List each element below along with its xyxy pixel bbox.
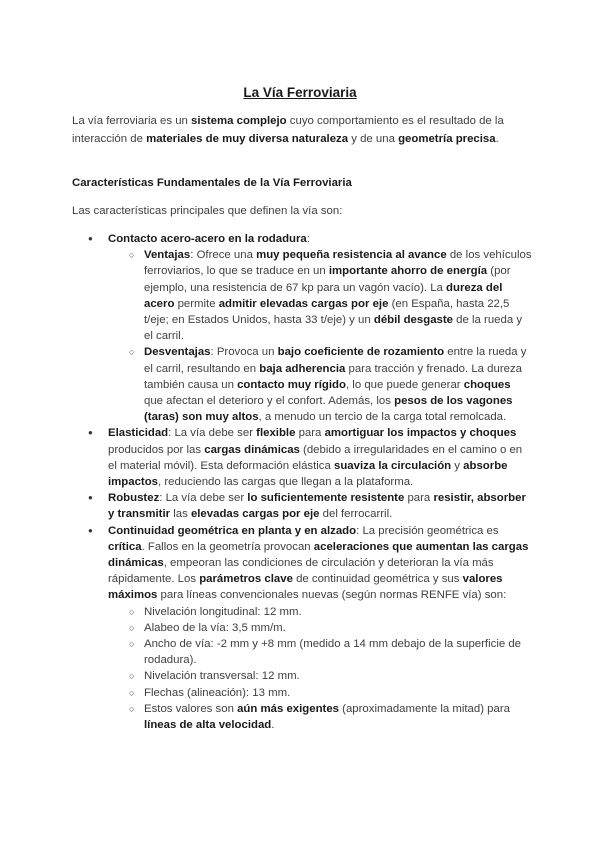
text: para (404, 492, 434, 505)
bold-text: amortiguar los impactos y choques (324, 427, 517, 440)
bold-text: importante ahorro de energía (328, 265, 488, 278)
characteristics-list (72, 231, 532, 733)
bold-text: aceleraciones que aumentan las cargas dinámicas (108, 540, 529, 570)
text: , empeoran las condiciones de circulación y deterioran la vía más rápidamente. Los (108, 557, 494, 586)
text: del ferrocarril. (319, 508, 393, 521)
bold-text: flexible (256, 427, 296, 440)
bold-text: pesos de los vagones (taras) son muy altos (144, 395, 513, 424)
list-item-elasticidad (72, 425, 532, 490)
text: (por ejemplo, una resistencia de 67 kp para un vagón vacío). La (144, 265, 511, 294)
text: y de una (348, 132, 399, 145)
lead-sentence: Las características principales que definen la vía son: (72, 205, 343, 217)
section-heading: Características Fundamentales de la Vía Ferroviaria (72, 177, 352, 189)
bold-text: absorbe impactos (108, 459, 508, 489)
parameter-item: ○ Alabeo de la vía: 3,5 mm/m. (108, 620, 532, 636)
bold-text: crítica (108, 540, 142, 553)
bold-text: elevadas cargas por eje (190, 508, 320, 521)
item-label: Contacto acero-acero en la rodadura (108, 233, 307, 245)
bold-text: geometría precisa (398, 132, 496, 145)
bold-text: parámetros clave (199, 573, 293, 586)
text: : (306, 233, 310, 245)
text: de la rueda y el carril. (144, 314, 523, 343)
parameter-item: ○ Nivelación transversal: 12 mm. (108, 668, 532, 684)
list-item-contacto (72, 231, 532, 425)
text: producidos por las (108, 443, 205, 456)
text: . (495, 132, 499, 145)
sublist-item-desventajas (108, 344, 532, 425)
text: permite (174, 297, 219, 310)
bold-text: admitir elevadas cargas por eje (218, 297, 389, 310)
bold-text: líneas de alta velocidad (144, 719, 272, 732)
intro-paragraph (72, 113, 528, 148)
bold-text: contacto muy rígido (237, 378, 346, 391)
text: cuyo comportamiento es el resultado de la interacción de (72, 115, 504, 145)
text: . Fallos en la geometría provocan (141, 540, 314, 553)
text: , reduciendo las cargas que llegan a la plataforma. (158, 476, 414, 489)
bold-text: bajo coeficiente de rozamiento (277, 346, 445, 359)
text: de los vehículos ferroviarios, lo que se traduce en un (144, 249, 532, 278)
parameter-item: ○ Flechas (alineación): 13 mm. (108, 685, 532, 701)
text: para tracción y frenado. La dureza también causa un (144, 362, 523, 391)
bold-text: suaviza la circulación (334, 459, 452, 472)
text: : Ofrece una (190, 249, 257, 262)
text: para (295, 427, 325, 440)
text: , lo que puede generar (345, 378, 464, 391)
item-label: Continuidad geométrica en planta y en alzado (108, 524, 357, 537)
item-label: Elasticidad (108, 427, 169, 440)
item-label: Robustez (108, 492, 160, 505)
text: de continuidad geométrica y sus (292, 573, 463, 586)
text: que afectan el deterioro y el confort. Además, los (144, 395, 395, 408)
text: (debido a irregularidades en el camino o en el material móvil). Esta deformación elástica (108, 443, 523, 472)
bold-text: muy pequeña resistencia al avance (256, 249, 447, 262)
page-title: La Vía Ferroviaria (243, 85, 357, 100)
list-item-continuidad (72, 523, 532, 734)
text: y (451, 459, 464, 472)
bold-text: choques (463, 378, 511, 391)
text: : La vía debe ser (168, 427, 257, 440)
bold-text: cargas dinámicas (204, 443, 300, 456)
parameter-item: ○ Nivelación longitudinal: 12 mm. (108, 604, 532, 620)
sublist-item-ventajas (108, 247, 532, 344)
text: (aproximadamente la mitad) para (339, 702, 510, 715)
item-label: Ventajas (144, 249, 191, 262)
text: (en España, hasta 22,5 t/eje; en Estados Unidos, hasta 33 t/eje) y un (144, 297, 510, 327)
item-label: Desventajas (144, 346, 211, 359)
text: , a menudo un tercio de la carga total remolcada. (258, 411, 507, 424)
contacto-sublist (108, 247, 532, 425)
bold-text: resistir, absorber y transmitir (108, 492, 526, 521)
bold-text: baja adherencia (259, 362, 346, 375)
bold-text: sistema complejo (191, 115, 287, 127)
text: : La precisión geométrica es (356, 524, 499, 537)
parameter-item: ○ Ancho de vía: -2 mm y +8 mm (medido a 14 mm debajo de la superficie de rodadura). (108, 636, 532, 668)
bold-text: materiales de muy diversa naturaleza (146, 132, 349, 145)
text: entre la rueda y el carril, resultando en (144, 346, 527, 375)
text: La vía ferroviaria es un (72, 115, 192, 127)
bold-text: débil desgaste (373, 314, 453, 327)
text: : La vía debe ser (159, 492, 248, 505)
list-item-robustez (72, 490, 532, 522)
bold-text: aún más exigentes (237, 702, 340, 715)
text: para líneas convencionales nuevas (según normas RENFE vía) son: (157, 589, 507, 602)
text: las (170, 508, 191, 521)
parameters-sublist (108, 604, 532, 734)
parameter-item-high-speed (108, 701, 532, 733)
bold-text: valores máximos (108, 573, 503, 602)
bold-text: dureza del acero (144, 281, 503, 310)
text: Estos valores son (144, 702, 238, 715)
text: : Provoca un (210, 346, 278, 359)
bold-text: lo suficientemente resistente (247, 492, 405, 505)
text: . (271, 719, 275, 732)
